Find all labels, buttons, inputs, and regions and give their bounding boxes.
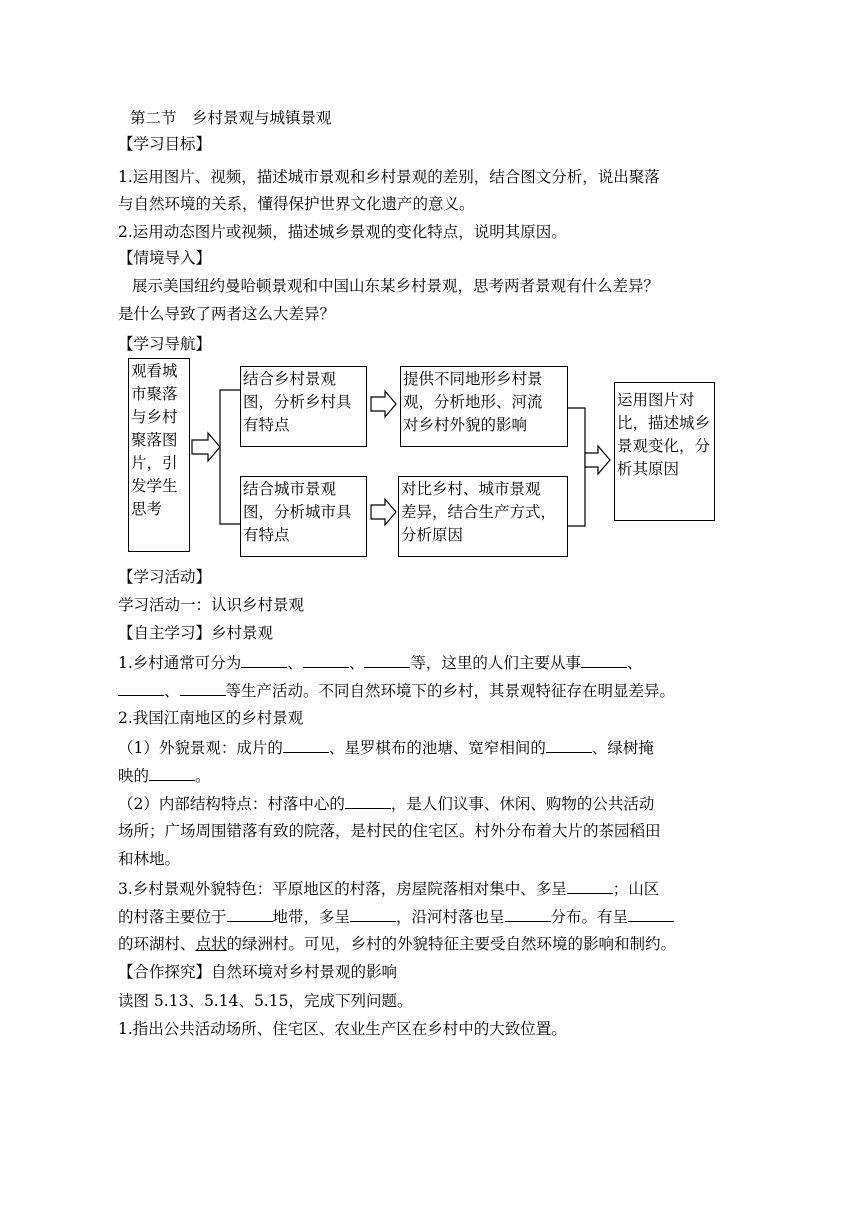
intro-line-2: 是什么导致了两者这么大差异？ [118,305,336,323]
intro-heading: 【情境导入】 [118,249,212,267]
blank[interactable] [350,906,396,922]
flow-box-rural: 结合乡村景观 图，分析乡村具 有特点 [240,366,367,447]
question-2-2-line-2: 场所；广场周围错落有致的院落，是村民的住宅区。村外分布着大片的茶园稻田 [118,822,661,840]
question-2-2-line-3: 和林地。 [118,850,181,868]
question-2-1-line-1: （1）外貌景观：成片的 、星罗棋布的池塘、宽窄相间的 、绿树掩 [118,739,654,757]
question-3-line-1: 3.乡村景观外貌特色：平原地区的村落，房屋院落相对集中、多呈 ；山区 [118,880,660,898]
flow-box-terrain: 提供不同地形乡村景 观，分析地形、河流 对乡村外貌的影响 [400,366,568,447]
question-3-line-2: 的村落主要位于 地带，多呈 ，沿河村落也呈 分布。有呈 [118,906,674,927]
question-2: 2.我国江南地区的乡村景观 [118,709,304,727]
activity-heading: 【学习活动】 [118,568,212,586]
goal-1-line-2: 与自然环境的关系，懂得保护世界文化遗产的意义。 [118,195,475,213]
blank[interactable] [581,652,627,668]
blank[interactable] [118,680,164,696]
goal-1-line-1: 1.运用图片、视频，描述城市景观和乡村景观的差别，结合图文分析，说出聚落 [118,168,660,186]
flow-box-compare: 对比乡村、城市景观 差异，结合生产方式， 分析原因 [398,476,568,557]
blank[interactable] [180,680,226,696]
blank[interactable] [283,737,329,753]
activity-1-title: 学习活动一：认识乡村景观 [118,596,305,614]
flow-box-urban: 结合城市景观 图，分析城市具 有特点 [240,476,367,557]
question-1-line-2: 、 等生产活动。不同自然环境下的乡村，其景观特征存在明显差异。 [118,680,675,701]
question-2-1-line-2: 映的 。 [118,767,211,785]
arrow-1 [192,433,220,461]
section-title: 第二节 乡村景观与城镇景观 [130,109,332,127]
blank[interactable] [241,652,287,668]
goal-2: 2.运用动态图片或视频，描述城乡景观的变化特点，说明其原因。 [118,223,567,241]
blank[interactable] [364,652,410,668]
goals-heading: 【学习目标】 [118,135,212,153]
blank[interactable] [149,765,195,781]
blank[interactable] [567,878,613,894]
question-3-line-3: 的环湖村、点状的绿洲村。可见，乡村的外貌特征主要受自然环境的影响和制约。 [118,935,677,953]
intro-line-1: 展示美国纽约曼哈顿景观和中国山东某乡村景观，思考两者景观有什么差异？ [132,277,660,295]
coop-read: 读图 5.13、5.14、5.15，完成下列问题。 [118,992,413,1010]
arrow-2 [371,391,396,417]
blank[interactable] [227,906,273,922]
blank[interactable] [303,652,349,668]
question-1-line-1: 1.乡村通常可分为 、 、 等，这里的人们主要从事 、 [118,654,643,672]
coop-heading: 【合作探究】自然环境对乡村景观的影响 [118,963,398,981]
blank[interactable] [505,906,551,922]
arrow-3 [371,499,396,525]
coop-question-1: 1.指出公共活动场所、住宅区、农业生产区在乡村中的大致位置。 [118,1020,567,1038]
arrow-4 [585,446,610,474]
question-2-2-line-1: （2）内部结构特点：村落中心的 ，是人们议事、休闲、购物的公共活动 [118,795,655,813]
bracket-right [568,408,585,526]
blank[interactable] [345,793,391,809]
flow-box-start: 观看城 市聚落 与乡村 聚落图 片，引 发学生 思考 [128,358,190,552]
flow-box-final: 运用图片对 比，描述城乡 景观变化，分 析其原因 [614,382,715,521]
blank[interactable] [546,737,592,753]
bracket-left [220,390,240,524]
self-study-heading: 【自主学习】乡村景观 [118,624,274,642]
blank[interactable] [628,906,674,922]
nav-heading: 【学习导航】 [118,335,212,353]
